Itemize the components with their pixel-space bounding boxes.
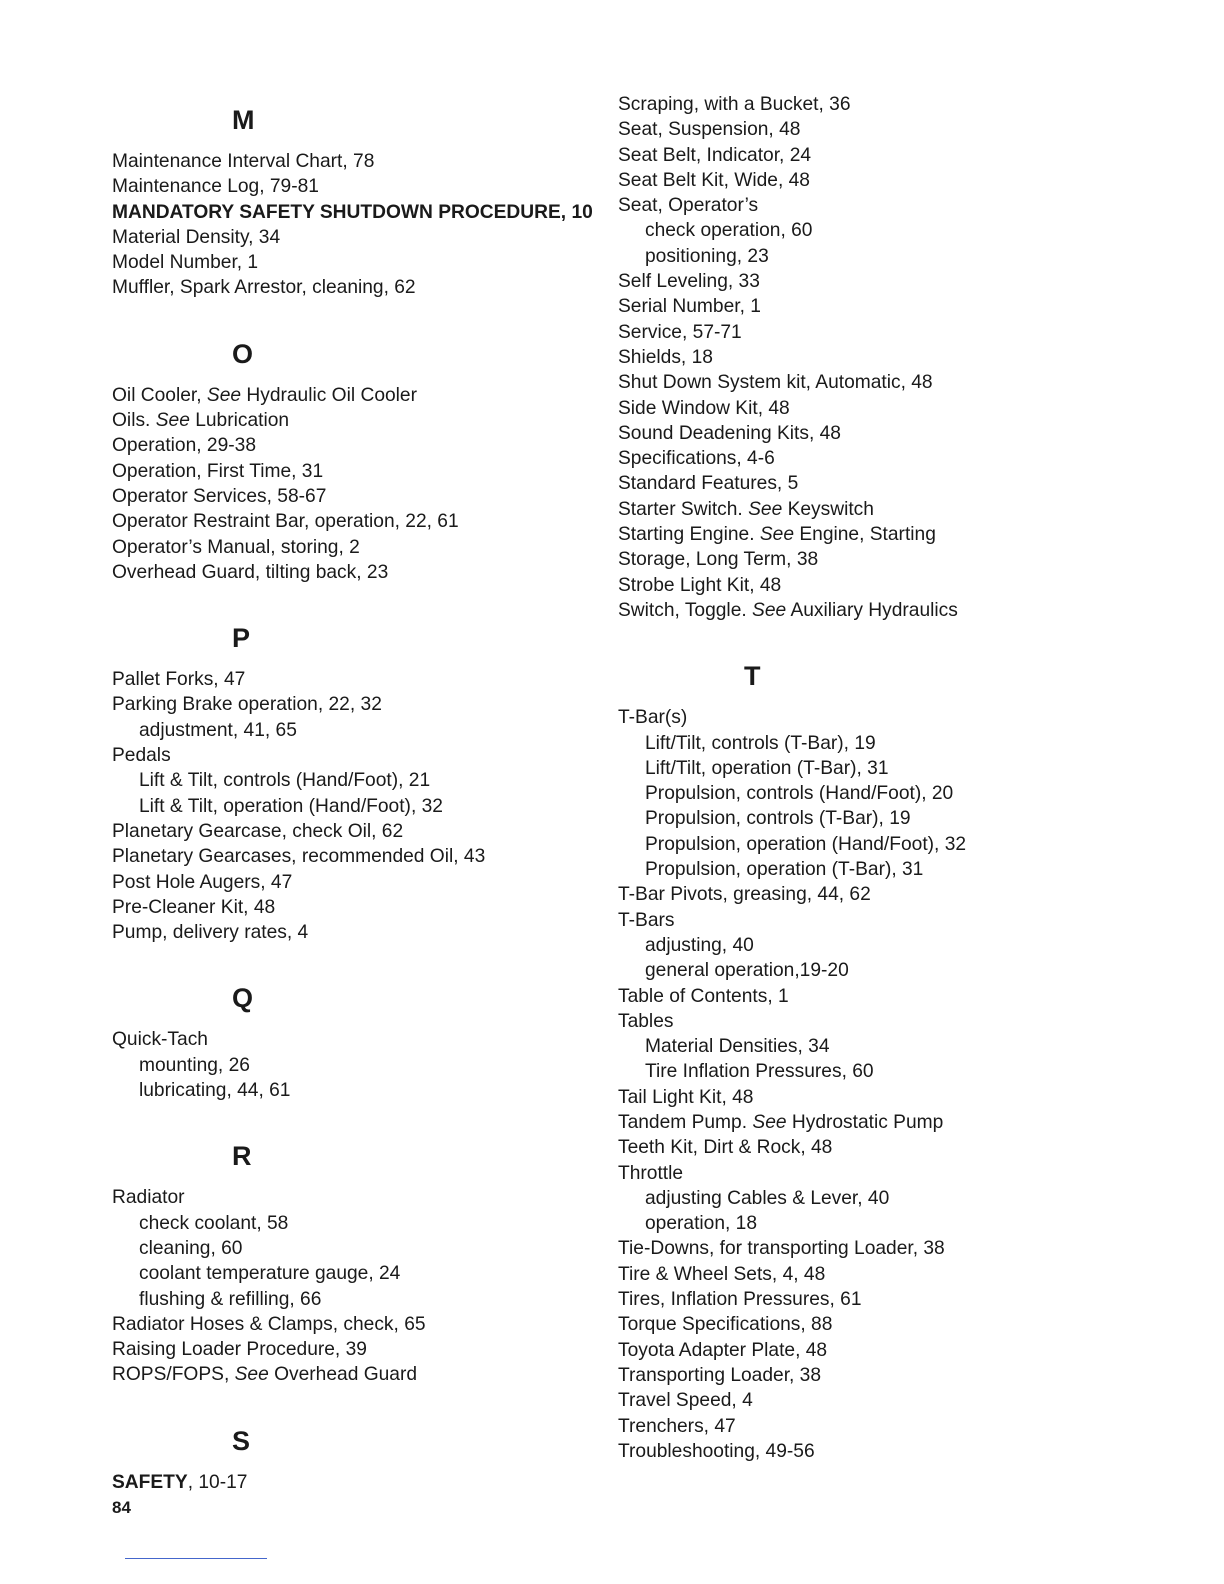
index-subentry: Tire Inflation Pressures, 60 xyxy=(645,1061,874,1083)
index-entry: Serial Number, 1 xyxy=(618,296,761,318)
see-reference: See xyxy=(748,498,783,520)
index-entry: Seat Belt, Indicator, 24 xyxy=(618,144,812,166)
index-subentry: Material Densities, 34 xyxy=(645,1036,830,1058)
index-entry: T-Bar(s) xyxy=(618,707,688,729)
entry-text: ROPS/FOPS, xyxy=(112,1364,235,1386)
index-subentry: mounting, 26 xyxy=(139,1054,250,1076)
index-column-left xyxy=(112,92,607,1495)
index-entry: Seat, Suspension, 48 xyxy=(618,119,801,141)
index-subentry: flushing & refilling, 66 xyxy=(139,1288,322,1310)
index-entry: Operation, 29-38 xyxy=(112,435,256,457)
index-subentry: check coolant, 58 xyxy=(139,1212,289,1234)
see-reference: See xyxy=(759,524,795,546)
section-letter: M xyxy=(232,105,255,135)
index-entry xyxy=(618,598,1178,623)
index-entry: Shields, 18 xyxy=(618,346,713,368)
index-entry: Radiator xyxy=(112,1187,185,1209)
index-subentry: check operation, 60 xyxy=(645,220,813,242)
index-entry: Maintenance Interval Chart, 78 xyxy=(112,151,375,172)
see-reference: See xyxy=(155,410,190,432)
entry-text: Starter Switch. xyxy=(618,498,749,520)
index-entry: Transporting Loader, 38 xyxy=(618,1364,822,1386)
section-letter: P xyxy=(232,623,251,654)
index-entry: Table of Contents, 1 xyxy=(618,985,789,1007)
index-entry: Raising Loader Procedure, 39 xyxy=(112,1339,367,1361)
entry-heading: SAFETY xyxy=(112,1471,188,1493)
entry-target: Lubrication xyxy=(189,410,290,432)
index-entry: Parking Brake operation, 22, 32 xyxy=(112,694,382,716)
section-letter: Q xyxy=(232,983,254,1014)
index-entry: Storage, Long Term, 38 xyxy=(618,549,819,571)
index-subentry: operation, 18 xyxy=(645,1213,758,1235)
index-subentry: Propulsion, controls (Hand/Foot), 20 xyxy=(645,783,954,805)
entry-text: Starting Engine. xyxy=(618,524,760,546)
index-entry: Tires, Inflation Pressures, 61 xyxy=(618,1289,862,1311)
index-entry: Planetary Gearcases, recommended Oil, 43 xyxy=(112,846,486,868)
index-entry: Material Density, 34 xyxy=(112,226,281,248)
see-reference: See xyxy=(752,1111,787,1133)
index-entry: Pre-Cleaner Kit, 48 xyxy=(112,896,276,918)
section-letter: T xyxy=(744,661,761,692)
section-letter: S xyxy=(232,1425,251,1456)
index-subentry: Propulsion, operation (Hand/Foot), 32 xyxy=(645,833,967,855)
index-entry xyxy=(618,1110,1178,1135)
entry-text: Tandem Pump. xyxy=(618,1111,753,1133)
index-subentry: Lift & Tilt, controls (Hand/Foot), 21 xyxy=(139,770,431,792)
index-entry: Quick-Tach xyxy=(112,1029,208,1051)
see-reference: See xyxy=(206,384,242,406)
index-entry: Trenchers, 47 xyxy=(618,1415,736,1437)
section-letter: R xyxy=(232,1141,252,1172)
entry-target: Keyswitch xyxy=(782,498,874,520)
index-entry: MANDATORY SAFETY SHUTDOWN PROCEDURE, 10 xyxy=(112,201,593,223)
index-entry: Pump, delivery rates, 4 xyxy=(112,922,309,944)
index-entry xyxy=(112,1470,607,1495)
section-spacer xyxy=(112,301,607,326)
entry-text: Oils. xyxy=(112,410,156,432)
section-spacer xyxy=(112,1103,607,1128)
index-entry: Service, 57-71 xyxy=(618,321,742,343)
index-entry: Travel Speed, 4 xyxy=(618,1390,753,1412)
index-subentry: adjustment, 41, 65 xyxy=(139,719,297,741)
index-entry: Standard Features, 5 xyxy=(618,473,799,495)
index-subentry: Propulsion, operation (T-Bar), 31 xyxy=(645,859,924,881)
index-entry: Pedals xyxy=(112,745,171,767)
index-entry xyxy=(112,383,607,408)
page-number: 84 xyxy=(112,1498,131,1517)
index-entry: Operator Restraint Bar, operation, 22, 61 xyxy=(112,511,459,533)
index-entry xyxy=(112,1362,607,1387)
index-subentry: Lift/Tilt, controls (T-Bar), 19 xyxy=(645,732,876,754)
index-entry: Maintenance Log, 79-81 xyxy=(112,176,319,198)
index-entry: Toyota Adapter Plate, 48 xyxy=(618,1339,828,1361)
index-subentry: lubricating, 44, 61 xyxy=(139,1080,291,1102)
index-entry: Operation, First Time, 31 xyxy=(112,460,324,482)
section-spacer xyxy=(112,1388,607,1413)
section-spacer xyxy=(618,623,1178,648)
index-entry: T-Bars xyxy=(618,909,675,931)
entry-target: Overhead Guard xyxy=(268,1364,418,1386)
index-entry xyxy=(112,408,607,433)
index-subentry: general operation,19-20 xyxy=(645,960,849,982)
entry-target: Engine, Starting xyxy=(794,524,936,546)
index-entry: Sound Deadening Kits, 48 xyxy=(618,422,841,444)
index-entry: Operator Services, 58-67 xyxy=(112,485,327,507)
index-entry: Operator’s Manual, storing, 2 xyxy=(112,536,360,558)
entry-text: Switch, Toggle. xyxy=(618,599,753,621)
index-entry: Tables xyxy=(618,1010,674,1032)
index-entry: Post Hole Augers, 47 xyxy=(112,871,293,893)
index-subentry: coolant temperature gauge, 24 xyxy=(139,1263,401,1285)
index-entry: Teeth Kit, Dirt & Rock, 48 xyxy=(618,1137,833,1159)
index-entry: Model Number, 1 xyxy=(112,252,259,274)
section-letter: O xyxy=(232,338,254,369)
section-spacer xyxy=(112,945,607,970)
entry-text: Oil Cooler, xyxy=(112,384,207,406)
index-entry: Overhead Guard, tilting back, 23 xyxy=(112,561,389,583)
index-entry: Scraping, with a Bucket, 36 xyxy=(618,94,851,115)
index-entry: Radiator Hoses & Clamps, check, 65 xyxy=(112,1313,426,1335)
index-entry xyxy=(618,522,1178,547)
index-entry: Tire & Wheel Sets, 4, 48 xyxy=(618,1263,826,1285)
index-subentry: adjusting Cables & Lever, 40 xyxy=(645,1187,890,1209)
entry-target: Hydraulic Oil Cooler xyxy=(241,384,417,406)
index-entry: Tie-Downs, for transporting Loader, 38 xyxy=(618,1238,945,1260)
index-subentry: adjusting, 40 xyxy=(645,934,754,956)
index-entry xyxy=(618,497,1178,522)
index-entry: Specifications, 4-6 xyxy=(618,448,775,470)
index-entry: Self Leveling, 33 xyxy=(618,271,760,293)
index-entry: Muffler, Spark Arrestor, cleaning, 62 xyxy=(112,277,416,299)
index-subentry: Lift/Tilt, operation (T-Bar), 31 xyxy=(645,757,889,779)
index-entry: T-Bar Pivots, greasing, 44, 62 xyxy=(618,884,871,906)
footer-rule xyxy=(125,1558,267,1559)
index-subentry: positioning, 23 xyxy=(645,245,769,267)
index-subentry: Propulsion, controls (T-Bar), 19 xyxy=(645,808,911,830)
index-entry: Shut Down System kit, Automatic, 48 xyxy=(618,372,933,394)
index-entry: Seat, Operator’s xyxy=(618,195,759,217)
entry-pages: , 10-17 xyxy=(187,1471,248,1493)
index-entry: Throttle xyxy=(618,1162,684,1184)
index-subentry: cleaning, 60 xyxy=(139,1237,243,1259)
index-column-right xyxy=(618,92,1178,1464)
index-entry: Torque Specifications, 88 xyxy=(618,1314,833,1336)
index-entry: Seat Belt Kit, Wide, 48 xyxy=(618,169,810,191)
index-entry: Side Window Kit, 48 xyxy=(618,397,790,419)
index-entry: Pallet Forks, 47 xyxy=(112,669,246,691)
see-reference: See xyxy=(234,1364,269,1386)
entry-target: Hydrostatic Pump xyxy=(786,1111,944,1133)
entry-target: Auxiliary Hydraulics xyxy=(786,599,958,621)
section-spacer xyxy=(112,585,607,610)
see-reference: See xyxy=(752,599,787,621)
index-entry: Troubleshooting, 49-56 xyxy=(618,1440,815,1462)
index-entry: Planetary Gearcase, check Oil, 62 xyxy=(112,820,404,842)
index-entry: Tail Light Kit, 48 xyxy=(618,1086,754,1108)
index-subentry: Lift & Tilt, operation (Hand/Foot), 32 xyxy=(139,795,443,817)
index-entry: Strobe Light Kit, 48 xyxy=(618,574,782,596)
